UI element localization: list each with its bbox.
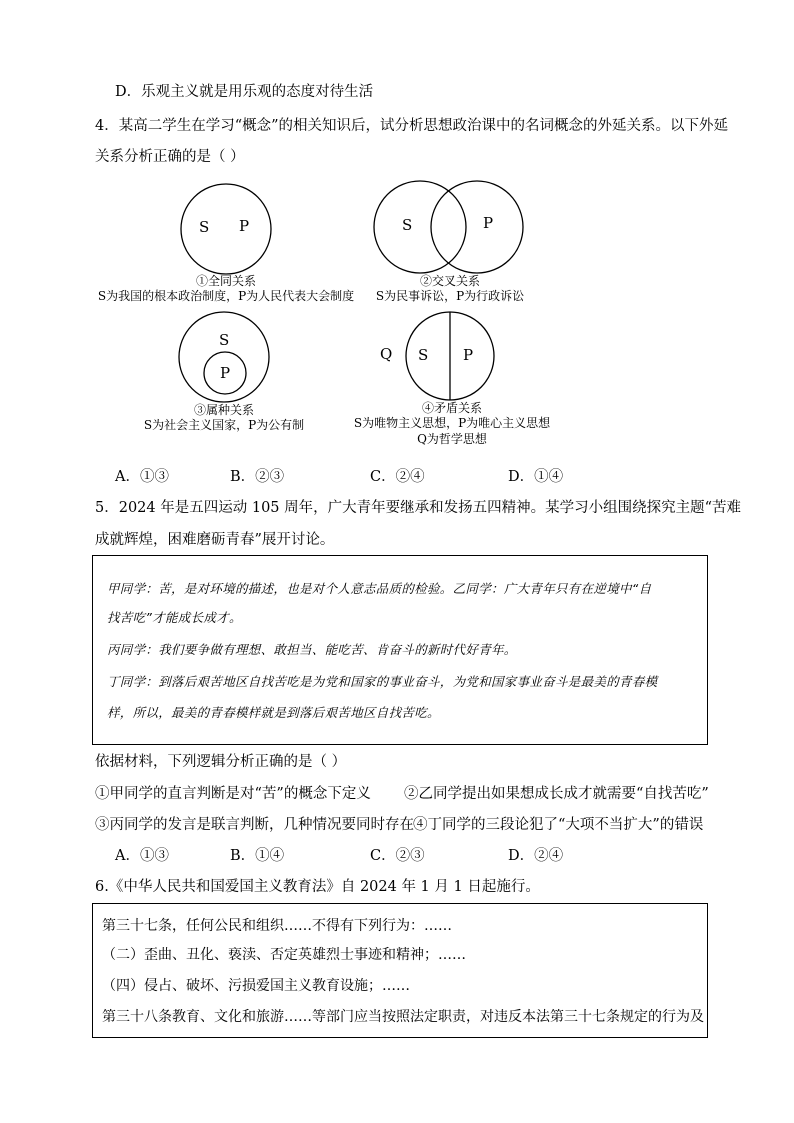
q5-statement-1: ①甲同学的直言判断是对“苦”的概念下定义 <box>95 786 371 802</box>
q6-material-line: 第三十七条，任何公民和组织……不得有下列行为：…… <box>102 918 452 934</box>
q4-option-a[interactable]: A．①③ <box>115 469 169 485</box>
q5-option-d[interactable]: D．②④ <box>508 848 564 864</box>
q6-stem-line1: 6.《中华人民共和国爱国主义教育法》自 2024 年 1 月 1 日起施行。 <box>95 879 540 895</box>
d2-s-label: S <box>402 216 413 234</box>
q4-option-d[interactable]: D．①④ <box>508 469 564 485</box>
q4-option-b[interactable]: B．②③ <box>230 469 285 485</box>
q5-material-line: 样，所以，最美的青春模样就是到落后艰苦地区自找苦吃。 <box>107 705 440 720</box>
d3-s-label: S <box>219 331 230 349</box>
d3-desc: S为社会主义国家，P为公有制 <box>143 418 305 432</box>
d2-title: ②交叉关系 <box>419 274 481 288</box>
q6-material-line: （二）歪曲、丑化、亵渎、否定英雄烈士事迹和精神；…… <box>102 947 466 963</box>
d4-desc2: Q为哲学思想 <box>417 432 487 446</box>
q5-material-line: 丁同学：到落后艰苦地区自找苦吃是为党和国家的事业奋斗，为党和国家事业奋斗是最美的青春模 <box>107 674 658 689</box>
d4-title: ④矛盾关系 <box>421 401 483 415</box>
d4-q-label: Q <box>380 345 393 363</box>
q5-material-line: 丙同学：我们要争做有理想、敢担当、能吃苦、肯奋斗的新时代好青年。 <box>107 642 517 657</box>
d4-p-label: P <box>463 346 474 364</box>
d3-p-label: P <box>220 364 231 382</box>
q5-statement-2: ②乙同学提出如果想成长成才就需要“自找苦吃” <box>404 786 709 802</box>
d4-desc1: S为唯物主义思想，P为唯心主义思想 <box>353 416 551 430</box>
q5-material-line: 甲同学：苦，是对环境的描述，也是对个人意志品质的检验。乙同学：广大青年只有在逆境中“自 <box>107 581 652 596</box>
q5-option-c[interactable]: C．②③ <box>370 848 425 864</box>
d2-circle-s <box>374 181 466 273</box>
q5-material-line: 找苦吃”才能成长成才。 <box>107 610 242 625</box>
d1-title: ①全同关系 <box>195 274 257 288</box>
concept-relation-figure <box>0 0 794 480</box>
q6-material-line: 第三十八条教育、文化和旅游……等部门应当按照法定职责，对违反本法第三十七条规定的行为及 <box>102 1009 704 1025</box>
q4-stem-line2: 关系分析正确的是（ ） <box>95 149 245 165</box>
d2-p-label: P <box>483 214 494 232</box>
d2-desc: S为民事诉讼，P为行政诉讼 <box>375 289 525 303</box>
q5-option-a[interactable]: A．①③ <box>115 848 169 864</box>
d2-circle-p <box>431 181 523 273</box>
d1-s-label: S <box>199 218 210 236</box>
q5-statement-4: ④丁同学的三段论犯了“大项不当扩大”的错误 <box>413 817 704 833</box>
q5-question: 依据材料，下列逻辑分析正确的是（ ） <box>95 754 347 770</box>
d1-circle <box>181 184 271 274</box>
q5-stem-line1: 5．2024 年是五四运动 105 周年，广大青年要继承和发扬五四精神。某学习小组围绕探究主题“苦难 <box>95 500 742 516</box>
q5-stem-line2: 成就辉煌，困难磨砺青春”展开讨论。 <box>95 532 335 548</box>
q5-statement-3: ③丙同学的发言是联言判断，几种情况要同时存在 <box>95 817 414 833</box>
d4-s-label: S <box>418 346 429 364</box>
q6-material-box <box>92 903 708 1038</box>
d1-p-label: P <box>239 217 250 235</box>
q4-option-c[interactable]: C．②④ <box>370 469 425 485</box>
d1-desc: S为我国的根本政治制度，P为人民代表大会制度 <box>97 289 355 303</box>
d3-circle-s <box>179 312 269 402</box>
q4-stem-line1: 4．某高二学生在学习“概念”的相关知识后，试分析思想政治课中的名词概念的外延关系。以下外延 <box>95 118 729 134</box>
q6-material-line: （四）侵占、破坏、污损爱国主义教育设施；…… <box>102 978 410 994</box>
q5-option-b[interactable]: B．①④ <box>230 848 285 864</box>
q3-option-d: D．乐观主义就是用乐观的态度对待生活 <box>115 84 374 100</box>
q5-material-box <box>92 555 708 745</box>
d3-title: ③属种关系 <box>193 403 255 417</box>
